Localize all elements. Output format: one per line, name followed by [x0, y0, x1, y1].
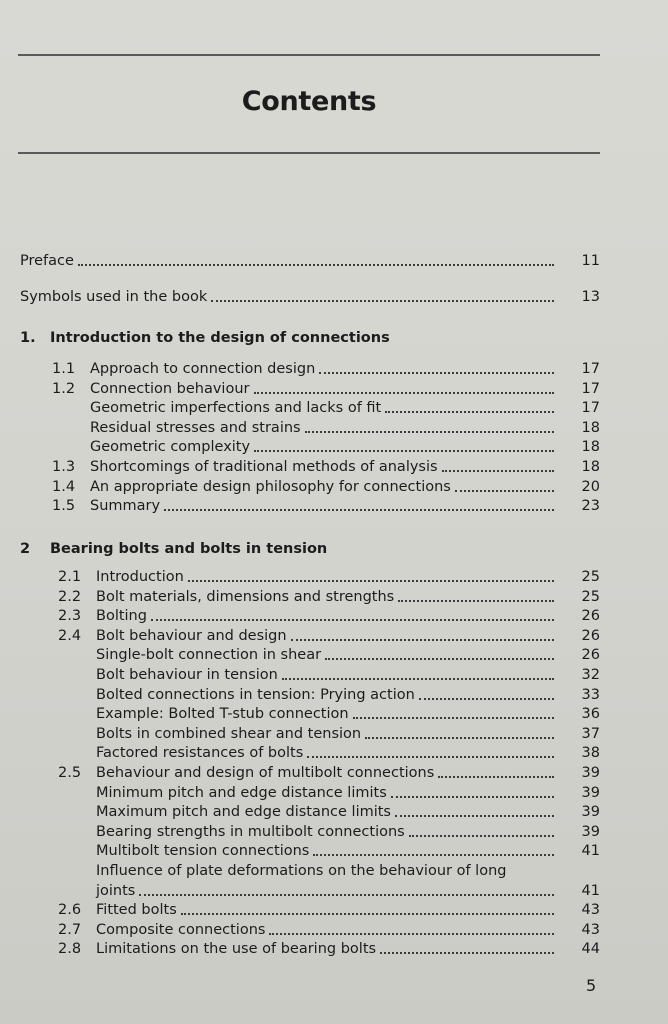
- section-number: 2.3: [58, 608, 82, 625]
- entry-page: 18: [581, 419, 600, 436]
- leader-dots: [385, 399, 554, 413]
- entry-title: Example: Bolted T-stub connection: [96, 706, 349, 723]
- section-number: 1.1: [52, 361, 76, 377]
- toc-entry: [52, 380, 600, 398]
- entry-page: 43: [581, 921, 600, 938]
- leader-dots: [305, 419, 554, 433]
- entry-page: 17: [581, 380, 600, 397]
- toc-entry: [58, 842, 600, 860]
- entry-title: Connection behaviour: [90, 380, 250, 397]
- entry-title: Shortcomings of traditional methods of analysis: [90, 459, 438, 475]
- toc-entry: [20, 252, 600, 270]
- leader-dots: [319, 360, 554, 374]
- entry-title: Bearing strengths in multibolt connections: [96, 823, 405, 840]
- toc-entry: [58, 627, 600, 645]
- leader-dots: [419, 686, 554, 700]
- entry-title: Introduction: [96, 569, 184, 585]
- entry-page: 26: [581, 608, 600, 625]
- leader-dots: [353, 705, 554, 719]
- section-number: 1.5: [52, 498, 76, 515]
- entry-title: Symbols used in the book: [20, 289, 208, 305]
- leader-dots: [254, 380, 555, 394]
- section-number: 2.6: [58, 902, 82, 919]
- entry-page: 36: [581, 706, 600, 723]
- toc-entry: [58, 744, 600, 762]
- leader-dots: [409, 823, 554, 837]
- leader-dots: [455, 478, 554, 492]
- section-number: 1.4: [52, 478, 76, 495]
- toc-entry: [58, 940, 600, 958]
- entry-page: 25: [581, 588, 600, 605]
- toc-entry: [52, 438, 600, 456]
- section-number: 2.7: [58, 921, 82, 938]
- entry-title: Factored resistances of bolts: [96, 745, 304, 762]
- entry-page: 26: [581, 647, 600, 664]
- entry-page: 38: [581, 745, 600, 762]
- entry-page: 43: [581, 902, 600, 919]
- entry-title: Maximum pitch and edge distance limits: [96, 804, 391, 821]
- leader-dots: [438, 764, 554, 778]
- entry-page: 26: [581, 627, 600, 644]
- toc-entry: [52, 399, 600, 417]
- leader-dots: [365, 725, 554, 739]
- entry-page: 13: [581, 289, 600, 305]
- toc-entry: [52, 419, 600, 437]
- section-number: 1.3: [52, 459, 76, 475]
- entry-title: Preface: [20, 253, 74, 269]
- entry-page: 23: [581, 498, 600, 515]
- entry-page: 11: [581, 253, 600, 269]
- section-number: 2.4: [58, 627, 82, 644]
- page-title: Contents: [241, 86, 377, 117]
- chapter-number: 2: [20, 541, 31, 557]
- toc-entry: [58, 921, 600, 939]
- toc-entry: [52, 458, 600, 476]
- entry-page: 33: [581, 686, 600, 703]
- entry-page: 41: [581, 843, 600, 860]
- toc-entry: [52, 478, 600, 496]
- leader-dots: [151, 607, 554, 621]
- leader-dots: [139, 882, 554, 896]
- section-number: 2.8: [58, 941, 82, 958]
- leader-dots: [254, 438, 554, 452]
- toc-entry: [58, 705, 600, 723]
- leader-dots: [395, 803, 554, 817]
- toc-entry: [96, 882, 600, 900]
- entry-page: 20: [581, 478, 600, 495]
- entry-page: 39: [581, 823, 600, 840]
- leader-dots: [291, 627, 554, 641]
- leader-dots: [188, 568, 554, 582]
- toc-entry: [58, 588, 600, 606]
- toc-entry: [58, 764, 600, 782]
- toc-entry: [58, 568, 600, 586]
- entry-title: Multibolt tension connections: [96, 843, 310, 860]
- toc-entry: [58, 803, 600, 821]
- leader-dots: [398, 588, 554, 602]
- toc-entry: [58, 686, 600, 704]
- chapter-heading: [20, 329, 390, 347]
- leader-dots: [391, 784, 554, 798]
- entry-page: 17: [581, 400, 600, 417]
- toc-entry: [58, 823, 600, 841]
- leader-dots: [313, 842, 554, 856]
- leader-dots: [325, 646, 554, 660]
- entry-title: Bolting: [96, 608, 147, 625]
- chapter-number: 1.: [20, 330, 36, 346]
- bottom-rule: [18, 152, 600, 154]
- toc-entry: [20, 288, 600, 306]
- toc-entry: [58, 646, 600, 664]
- entry-title: Summary: [90, 498, 161, 515]
- leader-dots: [164, 497, 554, 511]
- section-number: 2.5: [58, 765, 82, 781]
- chapter-title: Introduction to the design of connections: [50, 330, 390, 346]
- entry-title: Minimum pitch and edge distance limits: [96, 784, 387, 801]
- leader-dots: [269, 921, 554, 935]
- section-number: 1.2: [52, 380, 76, 397]
- entry-title: Bolt materials, dimensions and strengths: [96, 588, 395, 605]
- toc-entry: [52, 497, 600, 515]
- entry-title-line1: Influence of plate deformations on the behaviour of long: [96, 863, 507, 879]
- entry-page: 41: [581, 882, 600, 899]
- toc-entry: [58, 725, 600, 743]
- toc-entry: [58, 607, 600, 625]
- entry-page: 44: [581, 941, 600, 958]
- entry-title: Single-bolt connection in shear: [96, 647, 322, 664]
- entry-title: An appropriate design philosophy for connections: [90, 478, 451, 495]
- entry-title: Residual stresses and strains: [90, 419, 301, 436]
- entry-title-line2: joints: [96, 882, 136, 899]
- entry-title: Geometric complexity: [90, 439, 251, 456]
- entry-page: 18: [581, 439, 600, 456]
- chapter-title: Bearing bolts and bolts in tension: [50, 541, 328, 557]
- leader-dots: [211, 288, 554, 302]
- entry-title: Limitations on the use of bearing bolts: [96, 941, 377, 958]
- entry-page: 39: [581, 765, 600, 781]
- leader-dots: [442, 458, 554, 472]
- entry-page: 18: [581, 459, 600, 475]
- entry-title: Bolted connections in tension: Prying action: [96, 686, 415, 703]
- section-number: 2.2: [58, 588, 82, 605]
- page-number: 5: [586, 976, 597, 995]
- entry-title: Fitted bolts: [96, 902, 177, 919]
- leader-dots: [181, 901, 554, 915]
- entry-title: Geometric imperfections and lacks of fit: [90, 400, 382, 417]
- leader-dots: [307, 744, 554, 758]
- entry-title: Bolt behaviour in tension: [96, 667, 278, 683]
- leader-dots: [282, 666, 554, 680]
- entry-title: Bolt behaviour and design: [96, 627, 287, 644]
- toc-entry: [58, 901, 600, 919]
- entry-page: 39: [581, 804, 600, 821]
- entry-title: Approach to connection design: [90, 361, 316, 377]
- top-rule: [18, 54, 600, 56]
- entry-page: 32: [581, 667, 600, 683]
- entry-page: 37: [581, 725, 600, 742]
- entry-page: 17: [581, 361, 600, 377]
- leader-dots: [380, 940, 554, 954]
- entry-title: Composite connections: [96, 921, 266, 938]
- entry-title: Bolts in combined shear and tension: [96, 725, 362, 742]
- leader-dots: [78, 252, 554, 266]
- toc-entry: [52, 360, 600, 378]
- toc-entry: [58, 666, 600, 684]
- entry-page: 25: [581, 569, 600, 585]
- toc-entry: [58, 784, 600, 802]
- chapter-heading: [20, 540, 327, 558]
- entry-page: 39: [581, 784, 600, 801]
- section-number: 2.1: [58, 569, 82, 585]
- entry-title: Behaviour and design of multibolt connections: [96, 765, 435, 781]
